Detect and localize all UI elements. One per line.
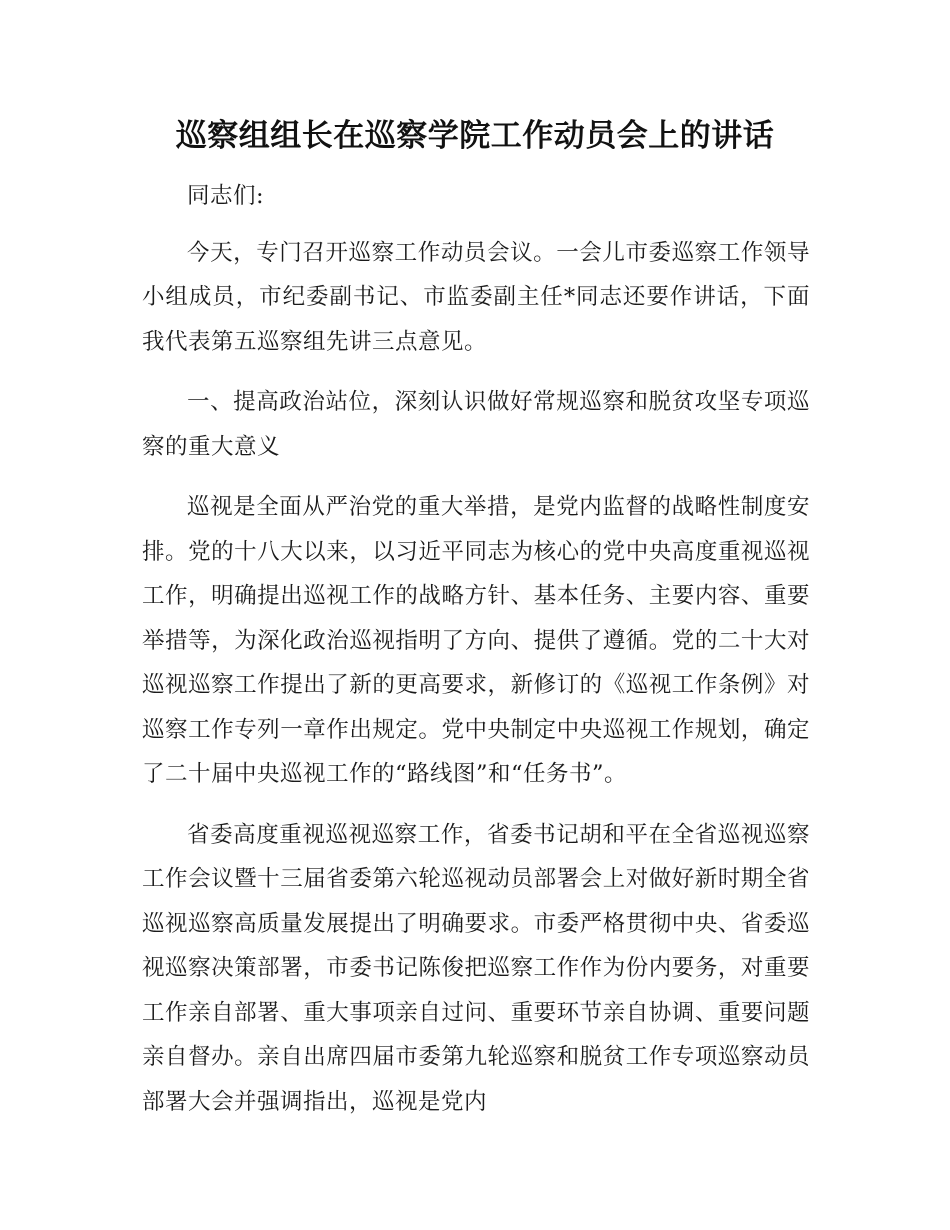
paragraph-inspection-significance: 巡视是全面从严治党的重大举措，是党内监督的战略性制度安排。党的十八大以来，以习近平同志为核心的党中央高度重视巡视工作，明确提出巡视工作的战略方针、基本任务、主要内容、重要举措等，为深化政治巡视指明了方向、提供了遵循。党的二十大对巡视巡察工作提出了新的更高要求，新修订的《巡视工作条例》对巡察工作专列一章作出规定。党中央制定中央巡视工作规划，确定了二十届中央巡视工作的“路线图”和“任务书”。 [142,494,810,787]
salutation: 同志们: [187,183,265,209]
paragraph-provincial-committee: 省委高度重视巡视巡察工作，省委书记胡和平在全省巡视巡察工作会议暨十三届省委第六轮巡视动员部署会上对做好新时期全省巡视巡察高质量发展提出了明确要求。市委严格贯彻中央、省委巡视巡察决策部署，市委书记陈俊把巡察工作作为份内要务，对重要工作亲自部署、重大事项亲自过问、重要环节亲自协调、重要问题亲自督办。亲自出席四届市委第九轮巡察和脱贫工作专项巡察动员部署大会并强调指出，巡视是党内 [142,821,810,1115]
paragraph-intro: 今天，专门召开巡察工作动员会议。一会儿市委巡察工作领导小组成员，市纪委副书记、市监委副主任*同志还要作讲话，下面我代表第五巡察组先讲三点意见。 [142,239,810,355]
section-heading-1: 一、提高政治站位，深刻认识做好常规巡察和脱贫攻坚专项巡察的重大意义 [142,389,810,460]
document-body [142,174,810,1140]
document-title: 巡察组组长在巡察学院工作动员会上的讲话 [175,118,775,154]
